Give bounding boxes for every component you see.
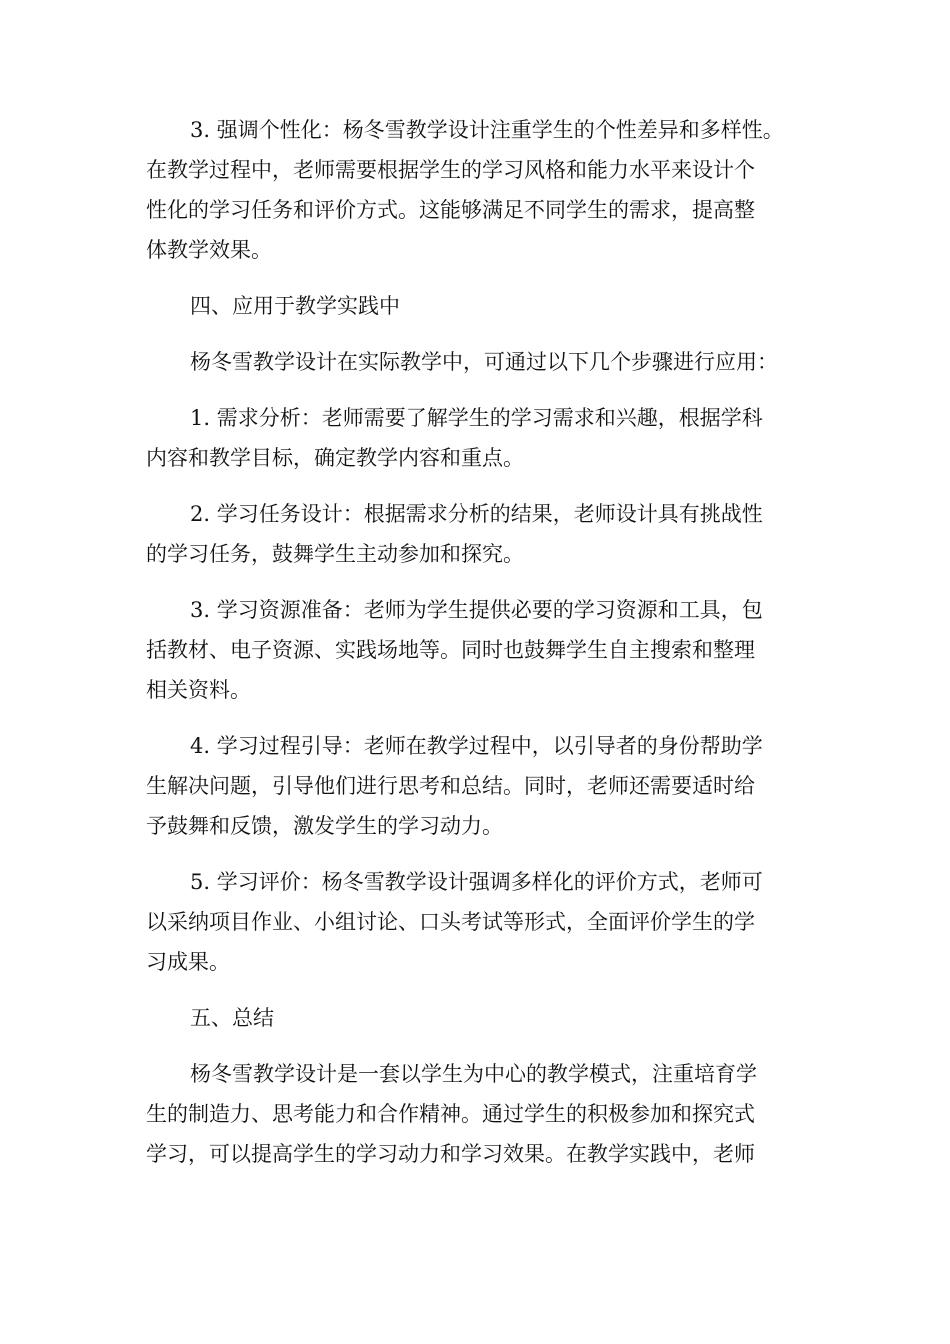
text-line: 学习，可以提高学生的学习动力和学习效果。在教学实践中，老师 (146, 1142, 755, 1166)
text-line: 3. 强调个性化：杨冬雪教学设计注重学生的个性差异和多样性。 (190, 118, 784, 142)
section-heading-summary: 五、总结 (190, 1006, 274, 1030)
paragraph-step-task-design (146, 494, 811, 574)
text-line: 性化的学习任务和评价方式。这能够满足不同学生的需求，提高整 (146, 198, 755, 222)
text-line: 习成果。 (146, 950, 230, 974)
paragraph-summary (146, 1054, 811, 1174)
text-line: 杨冬雪教学设计在实际教学中，可通过以下几个步骤进行应用： (190, 350, 778, 374)
text-line: 3. 学习资源准备：老师为学生提供必要的学习资源和工具，包 (190, 598, 763, 622)
text-line: 以采纳项目作业、小组讨论、口头考试等形式，全面评价学生的学 (146, 910, 755, 934)
text-line: 相关资料。 (146, 678, 251, 702)
paragraph-application-intro (146, 342, 811, 382)
text-line: 内容和教学目标，确定教学内容和重点。 (146, 446, 524, 470)
text-line: 5. 学习评价：杨冬雪教学设计强调多样化的评价方式，老师可 (190, 870, 763, 894)
paragraph-step-guidance (146, 726, 811, 846)
text-line: 杨冬雪教学设计是一套以学生为中心的教学模式，注重培育学 (190, 1062, 757, 1086)
text-line: 生解决问题，引导他们进行思考和总结。同时，老师还需要适时给 (146, 774, 755, 798)
paragraph-personalization (146, 110, 811, 270)
paragraph-step-evaluation (146, 862, 811, 982)
text-line: 2. 学习任务设计：根据需求分析的结果，老师设计具有挑战性 (190, 502, 763, 526)
section-heading-application: 四、应用于教学实践中 (190, 294, 400, 318)
paragraph-step-needs-analysis (146, 398, 811, 478)
paragraph-step-resources (146, 590, 811, 710)
text-line: 体教学效果。 (146, 238, 272, 262)
text-line: 括教材、电子资源、实践场地等。同时也鼓舞学生自主搜索和整理 (146, 638, 755, 662)
text-line: 生的制造力、思考能力和合作精神。通过学生的积极参加和探究式 (146, 1102, 755, 1126)
text-line: 1. 需求分析：老师需要了解学生的学习需求和兴趣，根据学科 (190, 406, 763, 430)
text-line: 予鼓舞和反馈，激发学生的学习动力。 (146, 814, 503, 838)
document-body (146, 110, 811, 1190)
text-line: 在教学过程中，老师需要根据学生的学习风格和能力水平来设计个 (146, 158, 755, 182)
text-line: 的学习任务，鼓舞学生主动参加和探究。 (146, 542, 524, 566)
text-line: 4. 学习过程引导：老师在教学过程中，以引导者的身份帮助学 (190, 734, 763, 758)
